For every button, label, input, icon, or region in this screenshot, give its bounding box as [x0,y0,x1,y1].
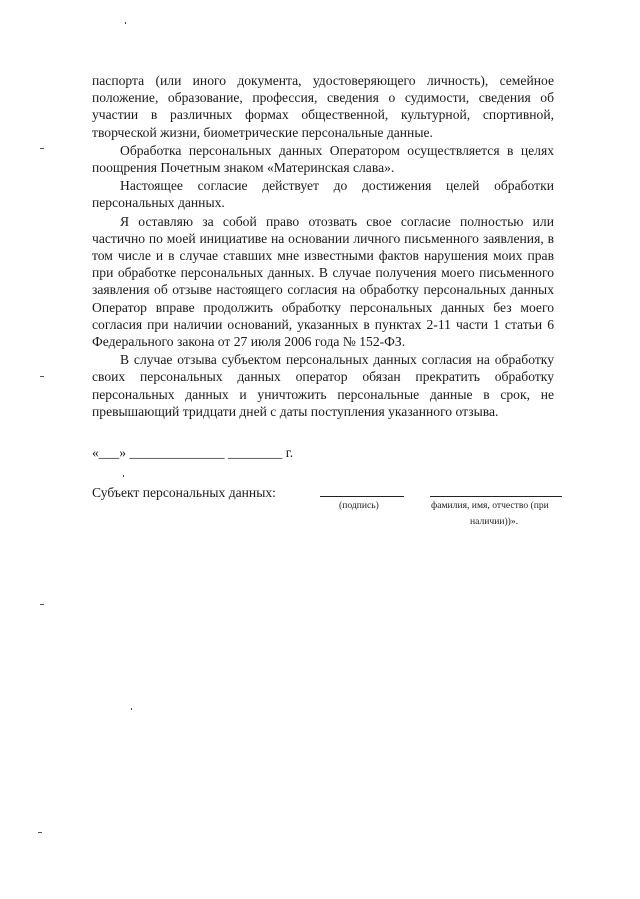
scan-mark [38,832,42,833]
name-caption-line2: наличии))». [470,516,519,527]
scan-mark [40,148,44,149]
paragraph-processing-purpose: Обработка персональных данных Оператором осуществляется в целях поощрения Почетным знаком «Материнская слава». [92,142,554,176]
paragraph-withdrawal-consequences: В случае отзыва субъектом персональных данных согласия на обработку своих персональных данных оператор обязан прекратить обработку персональных данных и уничтожить персональные данные в срок, не превышающий тридцати дней с даты поступления указанного отзыва. [92,352,554,419]
signature-line [320,496,404,497]
signature-caption: (подпись) [339,500,379,511]
consent-body-text [92,72,554,421]
scan-dot [131,708,132,710]
name-line [430,496,562,497]
scan-mark [40,604,44,605]
name-caption-line1: фамилия, имя, отчество (при [431,500,549,511]
paragraph-personal-data-list: паспорта (или иного документа, удостоверяющего личность), семейное положение, образование, профессия, сведения о судимости, сведения об участии в различных формах общественной, культурной, спортивной, творческой жизни, биометрические персональные данные. [92,73,554,140]
scan-mark [40,376,44,377]
scan-dot [123,475,124,477]
paragraph-withdrawal-right: Я оставляю за собой право отозвать свое согласие полностью или частично по моей инициативе на основании личного письменного заявления, в том числе и в случае ставших мне известными фактов нарушения моих прав при обработке персональных данных. В случае получения моего письменного заявления об отзыве настоящего согласия на обработку персональных данных Оператор вправе продолжить обработку персональных данных без моего согласия при наличии оснований, указанных в пунктах 2-11 части 1 статьи 6 Федерального закона от 27 июля 2006 года № 152-ФЗ. [92,213,554,350]
subject-label: Субъект персональных данных: [92,485,276,500]
scan-dot [125,22,126,24]
paragraph-consent-duration: Настоящее согласие действует до достижения целей обработки персональных данных. [92,178,554,211]
date-line: «___» ______________ ________ г. [92,445,294,460]
